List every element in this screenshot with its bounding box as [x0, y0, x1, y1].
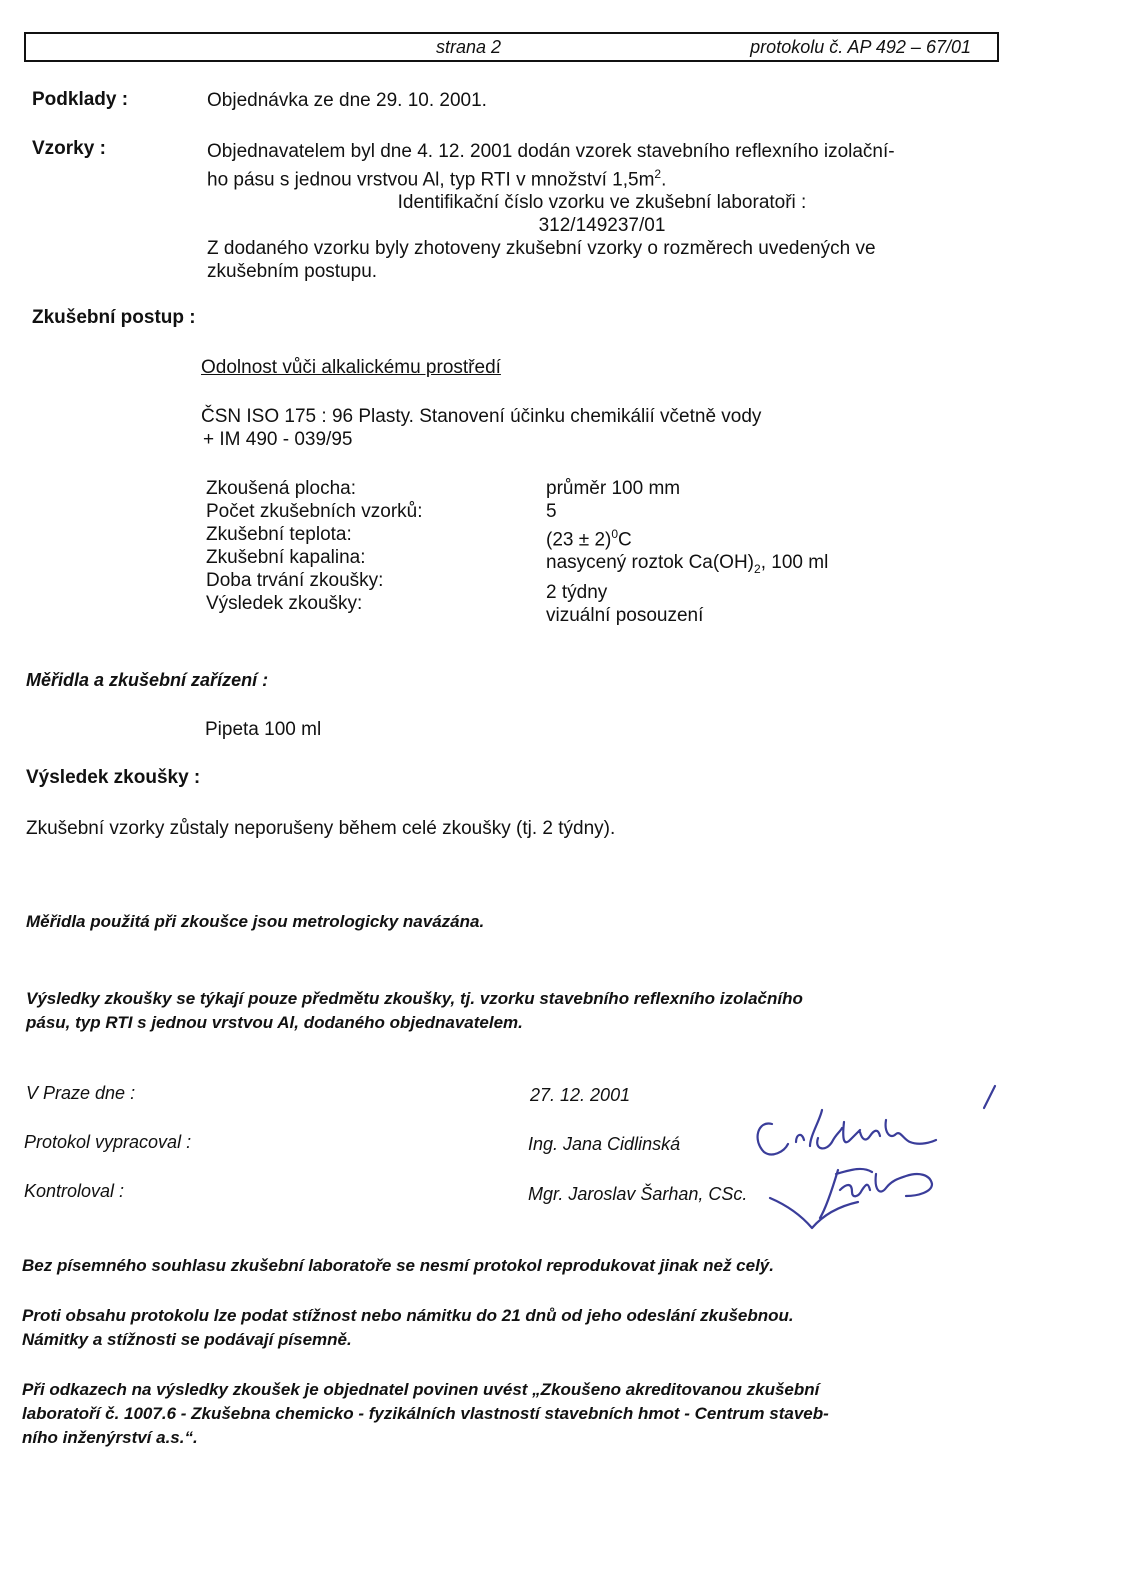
check-mark [984, 1086, 995, 1108]
protocol-number: protokolu č. AP 492 – 67/01 [750, 37, 971, 57]
temperature-unit: C [618, 529, 632, 551]
podklady-label: Podklady : [32, 89, 129, 110]
norm-line-1: ČSN ISO 175 : 96 Plasty. Stanovení účinku chemikálií včetně vody [201, 406, 762, 427]
temperature-value: (23 ± 2) [546, 529, 612, 551]
param-label: Doba trvání zkoušky: [206, 570, 384, 591]
vzorky-line-4: zkušebním postupu. [207, 261, 378, 283]
param-value: 2 týdny [546, 582, 608, 604]
results-note-line-1: Výsledky zkoušky se týkají pouze předmětu zkoušky, tj. vzorku stavebního reflexního izolačního [26, 989, 803, 1008]
footer-complaint-line-2: Námitky a stížnosti se podávají písemně. [22, 1330, 352, 1349]
footer-complaint-note [22, 1304, 1012, 1352]
checked-label: Kontroloval : [24, 1181, 125, 1201]
params-values [546, 477, 946, 627]
prepared-name: Ing. Jana Cidlinská [528, 1134, 681, 1154]
vzorky-line-2 [207, 163, 997, 191]
liquid-volume: , 100 ml [760, 552, 829, 574]
norm-line-2: + IM 490 - 039/95 [203, 429, 353, 450]
vzorky-line-2-end: . [661, 169, 667, 191]
postup-label: Zkušební postup : [32, 307, 196, 328]
vysledek-text: Zkušební vzorky zůstaly neporušeny během celé zkoušky (tj. 2 týdny). [26, 818, 616, 839]
param-value: vizuální posouzení [546, 605, 704, 627]
param-value [546, 523, 946, 551]
param-label: Počet zkušebních vzorků: [206, 501, 423, 522]
footer-complaint-line-1: Proti obsahu protokolu lze podat stížnost nebo námitku do 21 dnů od jeho odeslání zkušebnou. [22, 1306, 794, 1325]
param-label: Zkušební teplota: [206, 524, 352, 545]
vzorky-line-2-text: ho pásu s jednou vrstvou Al, typ RTI v množství 1,5m [207, 169, 655, 191]
footer-citation-line-1: Při odkazech na výsledky zkoušek je objednatel povinen uvést „Zkoušeno akreditovanou zkušební [22, 1380, 820, 1399]
param-label: Zkoušená plocha: [206, 478, 356, 499]
footer-reproduction-note: Bez písemného souhlasu zkušební laboratoře se nesmí protokol reprodukovat jinak než celý. [22, 1256, 774, 1275]
meridla-label: Měřidla a zkušební zařízení : [26, 670, 269, 690]
footer-citation-line-2: laboratoří č. 1007.6 - Zkušebna chemicko - fyzikálních vlastností stavebních hmot - Centrum staveb- [22, 1404, 829, 1423]
degree-sign: 0 [611, 527, 619, 541]
liquid-value: nasycený roztok Ca(OH) [546, 552, 755, 574]
page-header-box [24, 32, 999, 62]
vysledek-label: Výsledek zkoušky : [26, 767, 201, 788]
place-label: V Praze dne : [26, 1083, 136, 1103]
sample-id-label: Identifikační číslo vzorku ve zkušební laboratoři : [397, 192, 807, 214]
podklady-text: Objednávka ze dne 29. 10. 2001. [207, 90, 487, 111]
vzorky-label: Vzorky : [32, 138, 106, 159]
checked-name: Mgr. Jaroslav Šarhan, CSc. [528, 1184, 748, 1204]
vzorky-line-3: Z dodaného vzorku byly zhotoveny zkušební vzorky o rozměrech uvedených ve [207, 238, 876, 260]
param-value: 5 [546, 501, 557, 522]
metrology-note: Měřidla použitá při zkoušce jsou metrologicky navázána. [26, 912, 485, 931]
footer-citation-line-3: ního inženýrství a.s.“. [22, 1428, 198, 1447]
test-title: Odolnost vůči alkalickému prostředí [201, 357, 501, 378]
vzorky-line-1: Objednavatelem byl dne 4. 12. 2001 dodán vzorek stavebního reflexního izolační- [207, 141, 895, 162]
meridla-text: Pipeta 100 ml [205, 719, 322, 740]
param-label: Zkušební kapalina: [206, 547, 366, 568]
param-label: Výsledek zkoušky: [206, 593, 363, 614]
issue-date: 27. 12. 2001 [530, 1085, 631, 1105]
page-number: strana 2 [436, 37, 502, 57]
liquid-subscript: 2 [754, 562, 761, 577]
signature-marks [740, 1080, 1020, 1240]
vzorky-area-exponent: 2 [654, 167, 662, 181]
param-value: průměr 100 mm [546, 478, 681, 499]
results-note-line-2: pásu, typ RTI s jednou vrstvou Al, dodaného objednavatelem. [26, 1013, 523, 1032]
vzorky-section [207, 140, 997, 283]
param-value [546, 551, 946, 581]
signature-sarhan [770, 1169, 932, 1228]
footer-citation-note [22, 1378, 1012, 1450]
prepared-label: Protokol vypracoval : [24, 1132, 192, 1152]
signature-cidlinska [758, 1110, 936, 1154]
params-labels [206, 477, 536, 615]
sample-id-value: 312/149237/01 [538, 215, 666, 237]
results-note [26, 987, 1001, 1035]
